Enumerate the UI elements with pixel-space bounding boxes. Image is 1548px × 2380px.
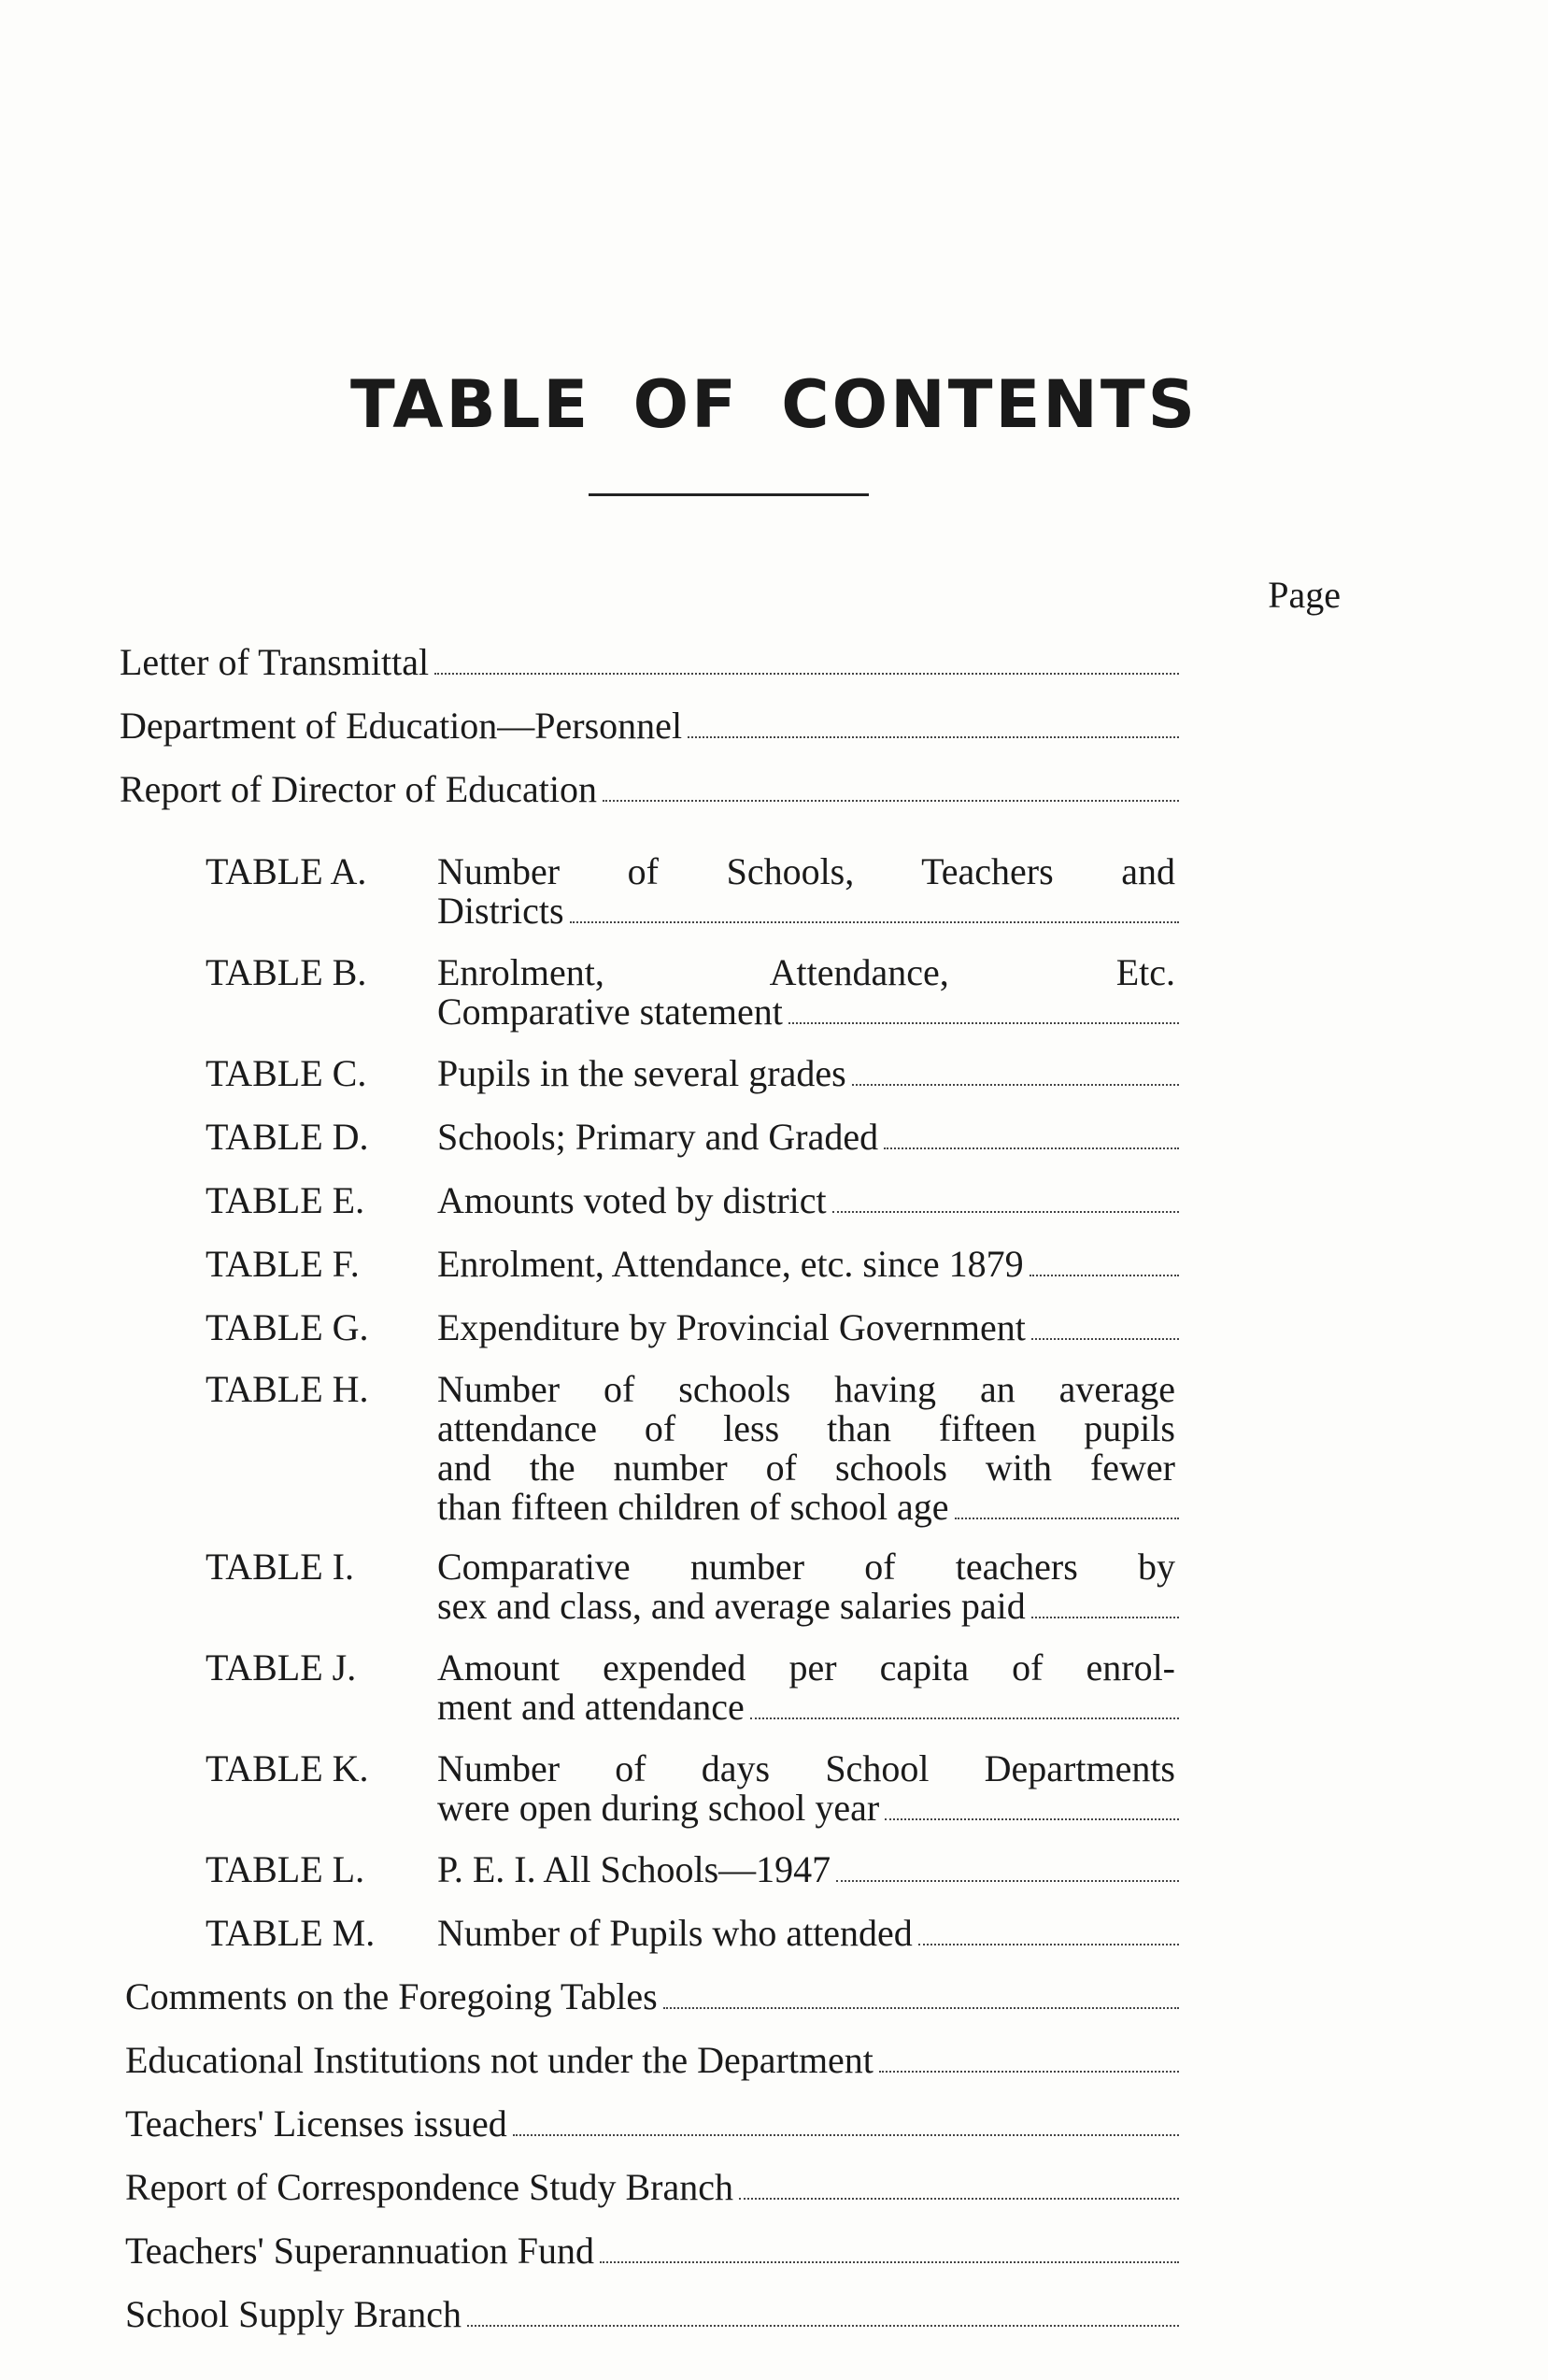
table-description xyxy=(437,1370,1175,1527)
description-line: Amounts voted by district xyxy=(437,1179,827,1221)
table-label: TABLE J. xyxy=(206,1646,357,1689)
table-description xyxy=(437,1308,1026,1347)
table-label: TABLE I. xyxy=(206,1546,354,1588)
dot-leader xyxy=(836,1880,1179,1882)
dot-leader xyxy=(884,1147,1179,1149)
entry-title: Comments on the Foregoing Tables xyxy=(125,1975,658,2017)
description-line: ment and attendance xyxy=(437,1686,745,1728)
title-rule xyxy=(589,493,869,496)
dot-leader xyxy=(788,1022,1179,1024)
description-line: Number of Pupils who attended xyxy=(437,1912,913,1954)
dot-leader xyxy=(467,2325,1179,2327)
table-label: TABLE D. xyxy=(206,1116,369,1158)
table-description xyxy=(437,953,1175,1032)
table-label: TABLE C. xyxy=(206,1052,367,1094)
dot-leader xyxy=(513,2134,1179,2136)
description-line: P. E. I. All Schools—1947 xyxy=(437,1848,831,1890)
description-line: Number of days School Departments xyxy=(437,1747,1175,1789)
entry-title: Department of Education—Personnel xyxy=(120,705,683,747)
description-line: and the number of schools with fewer xyxy=(437,1447,1175,1489)
dot-leader xyxy=(663,2007,1179,2009)
description-line: Comparative number of teachers by xyxy=(437,1546,1175,1588)
dot-leader xyxy=(434,673,1179,675)
description-line: attendance of less than fifteen pupils xyxy=(437,1407,1175,1449)
dot-leader xyxy=(603,800,1179,802)
description-line: Comparative statement xyxy=(437,990,783,1033)
table-label: TABLE F. xyxy=(206,1243,360,1285)
table-description xyxy=(437,1749,1175,1828)
table-description xyxy=(437,1181,827,1220)
table-label: TABLE H. xyxy=(206,1368,369,1410)
table-label: TABLE K. xyxy=(206,1747,369,1789)
table-label: TABLE G. xyxy=(206,1306,369,1348)
table-description xyxy=(437,1245,1024,1284)
dot-leader xyxy=(1031,1338,1179,1340)
table-description xyxy=(437,1850,831,1889)
table-label: TABLE L. xyxy=(206,1848,365,1890)
dot-leader xyxy=(1031,1617,1179,1618)
description-line: sex and class, and average salaries paid xyxy=(437,1585,1026,1627)
table-label: TABLE A. xyxy=(206,850,367,892)
page-column-header: Page xyxy=(1268,574,1341,616)
description-line: Pupils in the several grades xyxy=(437,1052,846,1094)
description-line: Schools; Primary and Graded xyxy=(437,1116,879,1158)
entry-title: Letter of Transmittal xyxy=(120,641,430,683)
entry-title: Teachers' Superannuation Fund xyxy=(125,2230,595,2272)
dot-leader xyxy=(688,736,1179,738)
description-line: Number of Schools, Teachers and xyxy=(437,850,1175,892)
dot-leader xyxy=(1030,1275,1179,1276)
description-line: Enrolment, Attendance, etc. since 1879 xyxy=(437,1243,1024,1285)
description-line: were open during school year xyxy=(437,1787,880,1829)
entry-title: Report of Director of Education xyxy=(120,768,597,810)
dot-leader xyxy=(885,1818,1179,1820)
table-description xyxy=(437,852,1175,931)
entry-title: Report of Correspondence Study Branch xyxy=(125,2166,733,2208)
dot-leader xyxy=(739,2198,1179,2200)
dot-leader xyxy=(918,1944,1179,1945)
dot-leader xyxy=(570,921,1179,923)
table-label: TABLE E. xyxy=(206,1179,365,1221)
table-label: TABLE B. xyxy=(206,951,367,993)
description-line: Districts xyxy=(437,890,564,932)
dot-leader xyxy=(750,1717,1179,1719)
description-line: than fifteen children of school age xyxy=(437,1486,949,1528)
entry-title: School Supply Branch xyxy=(125,2293,462,2335)
description-line: Expenditure by Provincial Government xyxy=(437,1306,1026,1348)
dot-leader xyxy=(832,1211,1179,1213)
table-description xyxy=(437,1054,846,1093)
description-line: Number of schools having an average xyxy=(437,1368,1175,1410)
dot-leader xyxy=(600,2261,1179,2263)
description-line: Enrolment, Attendance, Etc. xyxy=(437,951,1175,993)
dot-leader xyxy=(879,2071,1179,2073)
table-description xyxy=(437,1914,913,1953)
dot-leader xyxy=(955,1518,1179,1519)
description-line: Amount expended per capita of enrol- xyxy=(437,1646,1175,1689)
entry-title: Educational Institutions not under the Department xyxy=(125,2039,873,2081)
table-label: TABLE M. xyxy=(206,1912,376,1954)
table-description xyxy=(437,1547,1175,1626)
dot-leader xyxy=(852,1084,1179,1086)
page-title: TABLE OF CONTENTS xyxy=(349,366,1199,443)
table-description xyxy=(437,1118,878,1157)
table-description xyxy=(437,1648,1175,1727)
entry-title: Teachers' Licenses issued xyxy=(125,2102,507,2145)
